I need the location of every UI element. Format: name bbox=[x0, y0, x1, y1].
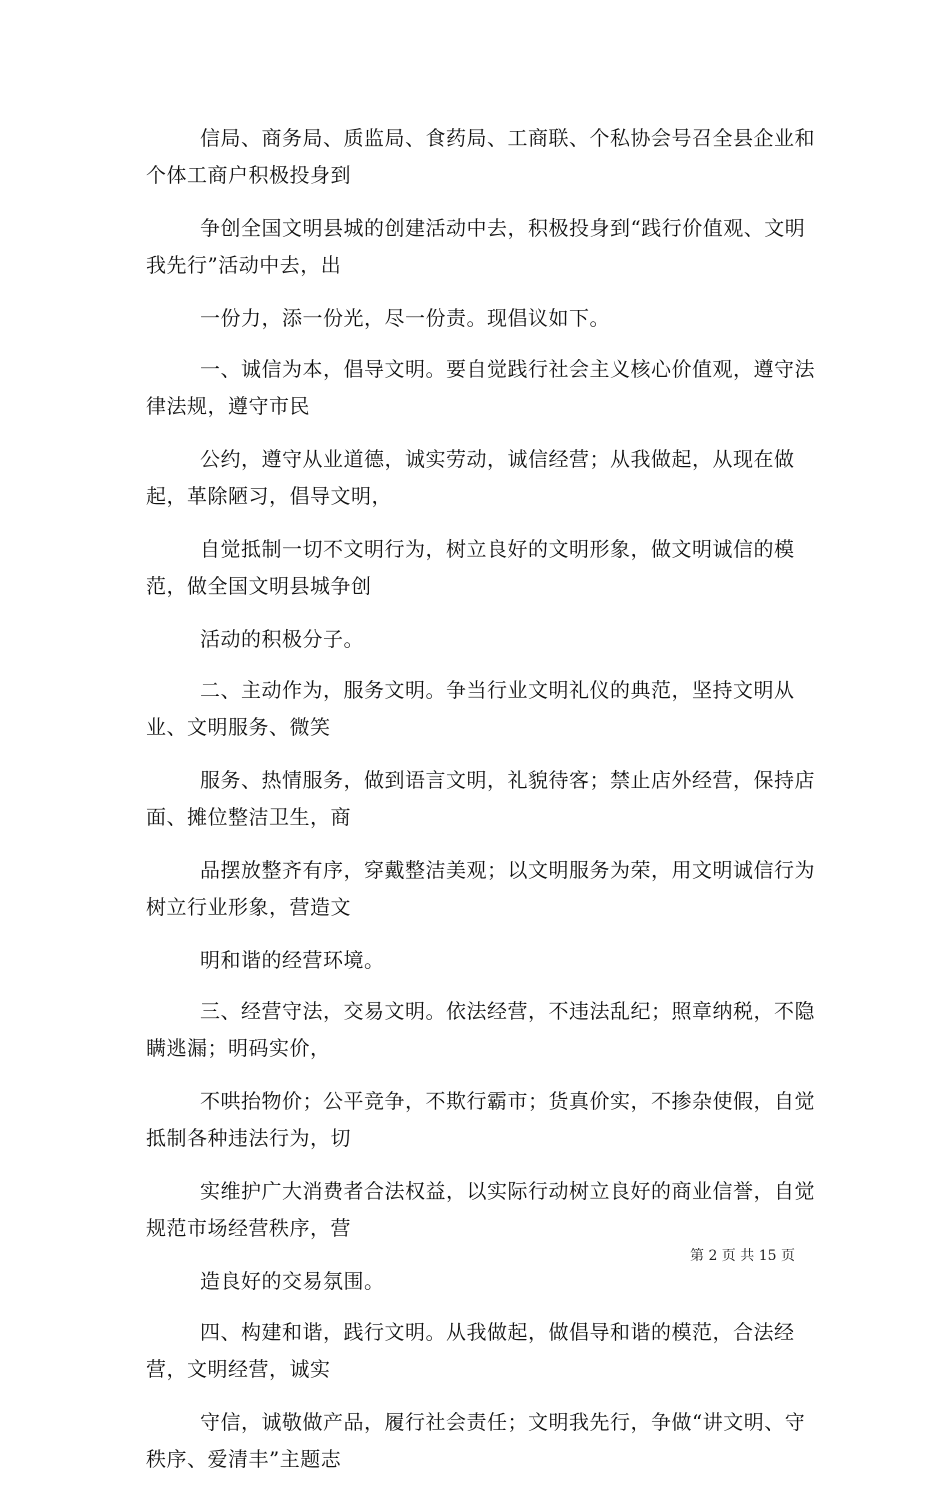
paragraph-12: 三、经营守法，交易文明。依法经营，不违法乱纪；照章纳税，不隐瞒逃漏；明码实价， bbox=[146, 999, 815, 1060]
paragraph-17: 守信，诚敬做产品，履行社会责任；文明我先行，争做“讲文明、守秩序、爱清丰”主题志 bbox=[146, 1410, 806, 1471]
paragraph-16: 四、构建和谐，践行文明。从我做起，做倡导和谐的模范，合法经营，文明经营，诚实 bbox=[146, 1320, 795, 1381]
paragraph-15: 造良好的交易氛围。 bbox=[200, 1269, 385, 1293]
page-number-footer: 第 2 页 共 15 页 bbox=[690, 1248, 795, 1264]
paragraph-4: 一、诚信为本，倡导文明。要自觉践行社会主义核心价值观，遵守法律法规，遵守市民 bbox=[146, 357, 815, 418]
paragraph-7: 活动的积极分子。 bbox=[200, 627, 364, 651]
paragraph-1: 信局、商务局、质监局、食药局、工商联、个私协会号召全县企业和个体工商户积极投身到 bbox=[146, 126, 815, 187]
paragraph-11: 明和谐的经营环境。 bbox=[200, 948, 385, 972]
paragraph-13: 不哄抬物价；公平竞争，不欺行霸市；货真价实，不掺杂使假，自觉抵制各种违法行为，切 bbox=[146, 1089, 815, 1150]
paragraph-6: 自觉抵制一切不文明行为，树立良好的文明形象，做文明诚信的模范，做全国文明县城争创 bbox=[146, 537, 795, 598]
paragraph-2: 争创全国文明县城的创建活动中去，积极投身到“践行价值观、文明我先行”活动中去，出 bbox=[146, 216, 806, 277]
paragraph-5: 公约，遵守从业道德，诚实劳动，诚信经营；从我做起，从现在做起，革除陋习，倡导文明， bbox=[146, 447, 795, 508]
paragraph-10: 品摆放整齐有序，穿戴整洁美观；以文明服务为荣，用文明诚信行为树立行业形象，营造文 bbox=[146, 858, 815, 919]
paragraph-9: 服务、热情服务，做到语言文明，礼貌待客；禁止店外经营，保持店面、摊位整洁卫生，商 bbox=[146, 768, 815, 829]
document-body bbox=[146, 120, 816, 1494]
paragraph-14: 实维护广大消费者合法权益，以实际行动树立良好的商业信誉，自觉规范市场经营秩序，营 bbox=[146, 1179, 815, 1240]
paragraph-3: 一份力，添一份光，尽一份责。现倡议如下。 bbox=[200, 306, 610, 330]
paragraph-8: 二、主动作为，服务文明。争当行业文明礼仪的典范，坚持文明从业、文明服务、微笑 bbox=[146, 678, 795, 739]
